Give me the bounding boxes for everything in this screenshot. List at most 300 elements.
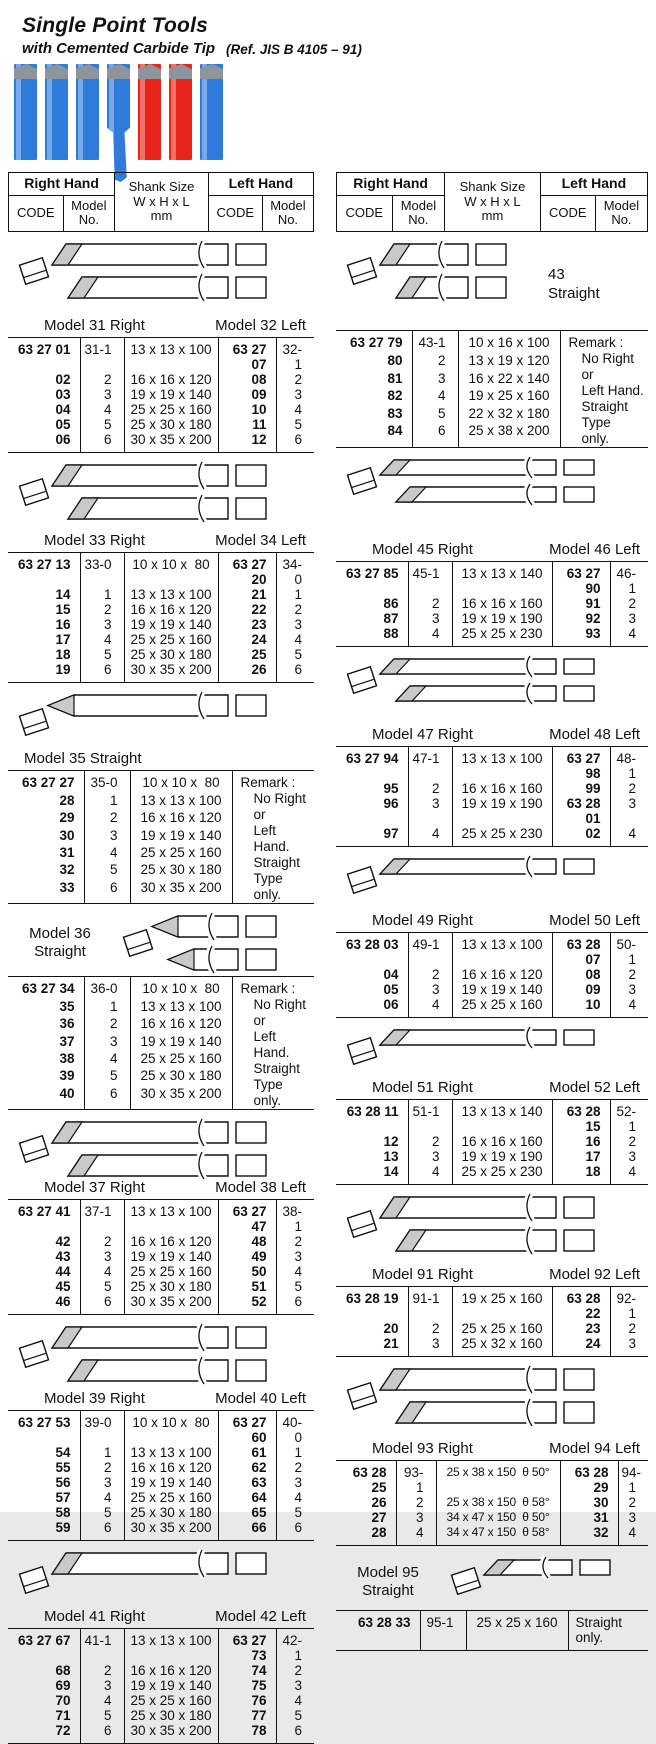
model-no-cell: 3 xyxy=(610,796,648,826)
code-cell: 95 xyxy=(383,780,399,796)
code-cell: 97 xyxy=(383,825,399,841)
page-subtitle: with Cemented Carbide Tip xyxy=(22,40,216,57)
code-cell: 42 xyxy=(55,1233,71,1249)
model-label: Model 45 Right xyxy=(372,540,473,558)
model-no-cell: 4 xyxy=(276,1490,314,1505)
table-row xyxy=(336,611,648,626)
catalog-section xyxy=(336,1554,648,1651)
code-cell: 86 xyxy=(383,595,399,611)
code-cell: 71 xyxy=(55,1707,71,1723)
remark-line: only. xyxy=(253,886,282,902)
code-cell: 40 xyxy=(59,1085,75,1101)
code-cell: 63 27 07 xyxy=(218,337,276,372)
code-cell: 46 xyxy=(55,1293,71,1309)
size-cell: 25 x 30 x 180 xyxy=(124,1279,218,1294)
model-label: Model 38 Left xyxy=(215,1178,306,1196)
size-cell: 25 x 38 x 150 θ 58° xyxy=(436,1495,560,1510)
code-cell: 12 xyxy=(383,1133,399,1149)
catalog-section xyxy=(8,1321,314,1541)
model-label: Model 36 Straight xyxy=(29,924,91,960)
model-no-cell: 4 xyxy=(84,845,130,862)
code-cell: 08 xyxy=(552,967,610,982)
size-cell: 13 x 13 x 100 xyxy=(124,1199,218,1234)
model-label: Model 31 Right xyxy=(44,316,145,334)
model-no-cell: 6 xyxy=(276,1723,314,1744)
size-cell: 13 x 13 x 100 xyxy=(452,932,552,967)
model-no-cell: 33-0 xyxy=(80,552,124,587)
model-label: Model 41 Right xyxy=(44,1607,145,1625)
left-hand-header: Left Hand xyxy=(540,173,647,196)
code-cell: 63 xyxy=(218,1475,276,1490)
remark xyxy=(560,330,648,447)
size-cell: 19 x 19 x 140 xyxy=(130,828,232,845)
table-row xyxy=(8,617,314,632)
code-cell: 10 xyxy=(552,997,610,1018)
code-cell: 18 xyxy=(55,646,71,662)
model-label: Model 46 Left xyxy=(549,540,640,558)
table-row xyxy=(336,1495,648,1510)
model-no-cell: 45-1 xyxy=(408,561,452,596)
code-cell: 03 xyxy=(55,386,71,402)
table-row xyxy=(8,976,314,999)
model-no-cell: 6 xyxy=(80,1723,124,1744)
size-cell: 13 x 13 x 100 xyxy=(124,587,218,602)
model-no-cell: 2 xyxy=(80,602,124,617)
model-no-cell: 2 xyxy=(276,1460,314,1475)
size-cell: 30 x 35 x 200 xyxy=(124,662,218,683)
code-cell: 23 xyxy=(552,1321,610,1336)
size-cell: 16 x 16 x 160 xyxy=(452,1134,552,1149)
code-cell: 17 xyxy=(55,631,71,647)
model-label: Model 52 Left xyxy=(549,1078,640,1096)
catalog-section xyxy=(8,910,314,1110)
catalog-section xyxy=(336,1191,648,1357)
heavy-duty-tool-pair-icon xyxy=(336,1363,648,1439)
code-cell: 82 xyxy=(387,388,403,404)
size-cell: 25 x 30 x 180 xyxy=(124,1708,218,1723)
code-cell: 63 27 34 xyxy=(21,980,75,996)
table-row xyxy=(336,796,648,826)
model-label: Model 51 Right xyxy=(372,1078,473,1096)
code-cell: 76 xyxy=(218,1693,276,1708)
size-cell: 13 x 13 x 100 xyxy=(452,746,552,781)
size-cell: 25 x 25 x 160 xyxy=(452,1321,552,1336)
model-no-cell: 2 xyxy=(408,1321,452,1336)
model-no-cell: 4 xyxy=(396,1525,436,1546)
remark-line: Left Hand. xyxy=(581,382,644,398)
tool-photo xyxy=(200,64,223,160)
model-no-cell: 3 xyxy=(396,1510,436,1525)
code-cell: 78 xyxy=(218,1723,276,1744)
size-cell: 22 x 32 x 180 xyxy=(458,406,560,424)
size-cell: 25 x 25 x 230 xyxy=(452,626,552,647)
size-cell: 34 x 47 x 150 θ 50° xyxy=(436,1510,560,1525)
model-no-cell: 4 xyxy=(84,1051,130,1068)
size-cell: 16 x 16 x 120 xyxy=(124,1460,218,1475)
offset-turning-tool-pair-icon xyxy=(8,238,314,316)
code-cell: 27 xyxy=(371,1509,387,1525)
table-row xyxy=(336,746,648,781)
table-row xyxy=(336,1610,648,1650)
column-header-table xyxy=(8,172,314,232)
code-cell: 26 xyxy=(218,662,276,683)
tool-photo xyxy=(169,64,192,160)
code-cell: 69 xyxy=(55,1677,71,1693)
model-no-cell: 5 xyxy=(276,1279,314,1294)
code-cell: 63 28 07 xyxy=(552,932,610,967)
model-no-cell: 3 xyxy=(276,387,314,402)
size-cell: 13 x 13 x 100 xyxy=(130,999,232,1016)
model-label: Model 32 Left xyxy=(215,316,306,334)
model-label: Model 94 Left xyxy=(549,1439,640,1457)
code-cell: 38 xyxy=(59,1050,75,1066)
code-cell: 63 27 73 xyxy=(218,1628,276,1663)
table-row xyxy=(8,1249,314,1264)
model-no-cell: 49-1 xyxy=(408,932,452,967)
code-cell: 37 xyxy=(59,1033,75,1049)
code-cell: 72 xyxy=(55,1722,71,1738)
model-no-cell: 3 xyxy=(80,387,124,402)
model-no-cell: 3 xyxy=(610,982,648,997)
catalog-section xyxy=(8,459,314,683)
spec-table xyxy=(336,330,648,448)
remark-line: Straight Type xyxy=(253,1060,301,1092)
tool-photo xyxy=(45,64,68,160)
model-label: Model 34 Left xyxy=(215,531,306,549)
size-cell: 10 x 16 x 100 xyxy=(458,330,560,353)
table-row xyxy=(8,1199,314,1234)
size-cell: 25 x 32 x 160 xyxy=(452,1336,552,1357)
model-no-cell: 3 xyxy=(412,371,458,389)
code-cell: 50 xyxy=(218,1264,276,1279)
straight-planer-tool-icon xyxy=(440,1554,642,1610)
size-cell: 30 x 35 x 200 xyxy=(124,432,218,453)
model-no-cell: 2 xyxy=(610,1134,648,1149)
remark xyxy=(232,770,314,903)
code-cell: 63 27 85 xyxy=(345,565,399,581)
wide-nose-turning-tool-pair-icon xyxy=(8,1321,314,1389)
code-cell: 87 xyxy=(383,610,399,626)
size-cell: 25 x 30 x 180 xyxy=(124,417,218,432)
model-no-cell: 31-1 xyxy=(80,337,124,372)
spec-table xyxy=(8,1410,314,1541)
spec-table xyxy=(8,1199,314,1315)
model-no-cell: 2 xyxy=(408,781,452,796)
code-cell: 88 xyxy=(383,625,399,641)
model-no-cell: 93-1 xyxy=(396,1460,436,1495)
code-cell: 56 xyxy=(55,1474,71,1490)
remark-line: Remark : xyxy=(240,774,296,790)
model-no-cell: 5 xyxy=(80,1708,124,1723)
model-no-cell: 3 xyxy=(80,617,124,632)
code-cell: 32 xyxy=(560,1525,618,1546)
model-no-cell: 2 xyxy=(618,1495,648,1510)
code-cell: 63 27 01 xyxy=(17,341,71,357)
table-row xyxy=(8,1234,314,1249)
code-cell: 63 27 90 xyxy=(552,561,610,596)
code-cell: 68 xyxy=(55,1662,71,1678)
model-no-cell: 5 xyxy=(276,647,314,662)
code-cell: 04 xyxy=(383,966,399,982)
size-cell: 25 x 25 x 160 xyxy=(466,1610,568,1650)
table-row xyxy=(336,1286,648,1321)
code-cell: 25 xyxy=(218,647,276,662)
size-cell: 25 x 25 x 230 xyxy=(452,1164,552,1185)
model-no-cell: 32-1 xyxy=(276,337,314,372)
table-row xyxy=(8,432,314,453)
size-cell: 19 x 19 x 140 xyxy=(124,1475,218,1490)
table-row xyxy=(336,596,648,611)
table-row xyxy=(336,932,648,967)
tool-photo xyxy=(14,64,37,160)
model-no-cell: 92-1 xyxy=(610,1286,648,1321)
model-no-cell: 3 xyxy=(84,828,130,845)
code-cell: 63 28 22 xyxy=(552,1286,610,1321)
size-cell: 25 x 25 x 160 xyxy=(452,997,552,1018)
model-no-cell: 6 xyxy=(84,1086,130,1110)
model-no-cell: 6 xyxy=(412,423,458,447)
code-cell: 45 xyxy=(55,1278,71,1294)
table-row xyxy=(336,1510,648,1525)
bent-turning-tool-pair-icon xyxy=(8,1116,314,1178)
table-row xyxy=(8,1445,314,1460)
size-cell: 25 x 25 x 160 xyxy=(124,1264,218,1279)
table-row xyxy=(8,1410,314,1445)
code-cell: 02 xyxy=(55,371,71,387)
table-row xyxy=(8,1279,314,1294)
code-cell: 99 xyxy=(552,781,610,796)
spec-table xyxy=(8,770,314,904)
model-no-cell: 4 xyxy=(610,826,648,847)
model-no-cell: 3 xyxy=(618,1510,648,1525)
table-row xyxy=(8,632,314,647)
model-no-cell: 6 xyxy=(80,432,124,453)
model-no-cell: 5 xyxy=(276,417,314,432)
model-no-cell: 2 xyxy=(276,372,314,387)
model-no-cell: 5 xyxy=(276,1505,314,1520)
code-cell: 43 xyxy=(55,1248,71,1264)
code-cell: 09 xyxy=(552,982,610,997)
model-label: Model 47 Right xyxy=(372,725,473,743)
model-no-cell: 2 xyxy=(276,1663,314,1678)
model-no-cell: 3 xyxy=(276,617,314,632)
remark-line: Left Hand. xyxy=(253,822,290,854)
code-cell: 63 27 47 xyxy=(218,1199,276,1234)
code-cell: 55 xyxy=(55,1459,71,1475)
size-cell: 13 x 13 x 100 xyxy=(124,1445,218,1460)
code-cell: 77 xyxy=(218,1708,276,1723)
model-no-cell: 3 xyxy=(276,1678,314,1693)
code-cell: 57 xyxy=(55,1489,71,1505)
code-cell: 63 28 19 xyxy=(345,1290,399,1306)
note-cell: Straight only. xyxy=(568,1610,648,1650)
remark-line: only. xyxy=(253,1092,282,1108)
table-row xyxy=(8,1490,314,1505)
model-no-header: Model No. xyxy=(392,195,445,231)
code-cell: 63 27 20 xyxy=(218,552,276,587)
model-no-cell: 41-1 xyxy=(80,1628,124,1663)
code-cell: 63 27 13 xyxy=(17,556,71,572)
model-no-cell: 3 xyxy=(408,982,452,997)
size-cell: 16 x 16 x 160 xyxy=(452,596,552,611)
model-no-cell: 3 xyxy=(80,1678,124,1693)
model-no-cell: 38-1 xyxy=(276,1199,314,1234)
size-cell: 13 x 13 x 100 xyxy=(124,1628,218,1663)
size-cell: 25 x 30 x 180 xyxy=(124,647,218,662)
remark-line: No Right or xyxy=(253,790,307,822)
size-cell: 19 x 19 x 190 xyxy=(452,796,552,826)
model-label: Model 42 Left xyxy=(215,1607,306,1625)
code-cell: 96 xyxy=(383,795,399,811)
model-no-cell: 37-1 xyxy=(80,1199,124,1234)
size-cell: 19 x 19 x 190 xyxy=(452,1149,552,1164)
code-header: CODE xyxy=(337,195,393,231)
spec-table xyxy=(8,976,314,1110)
size-cell: 13 x 13 x 140 xyxy=(452,561,552,596)
model-no-cell: 4 xyxy=(80,1490,124,1505)
remark-line: Straight Type xyxy=(581,398,629,430)
table-row xyxy=(8,587,314,602)
code-cell: 15 xyxy=(55,601,71,617)
code-cell: 18 xyxy=(552,1164,610,1185)
model-no-cell: 4 xyxy=(408,1164,452,1185)
model-no-cell: 1 xyxy=(80,587,124,602)
table-row xyxy=(8,1723,314,1744)
size-cell: 16 x 16 x 120 xyxy=(130,810,232,827)
model-no-cell: 3 xyxy=(610,611,648,626)
model-label: Model 40 Left xyxy=(215,1389,306,1407)
size-cell: 13 x 13 x 140 xyxy=(452,1099,552,1134)
shank-size-header: Shank Size W x H x L mm xyxy=(445,173,541,232)
table-row xyxy=(336,967,648,982)
code-cell: 70 xyxy=(55,1692,71,1708)
size-cell: 25 x 30 x 180 xyxy=(130,862,232,879)
table-row xyxy=(336,1336,648,1357)
model-no-cell: 3 xyxy=(408,1149,452,1164)
code-cell: 13 xyxy=(383,1148,399,1164)
model-label: Model 95 Straight xyxy=(357,1563,419,1599)
spec-table xyxy=(336,1286,648,1357)
left-hand-header: Left Hand xyxy=(208,173,313,196)
catalog-section xyxy=(8,1547,314,1744)
code-cell: 35 xyxy=(59,998,75,1014)
catalog-section xyxy=(8,689,314,904)
model-no-header: Model No. xyxy=(262,195,313,231)
size-cell: 25 x 25 x 160 xyxy=(130,1051,232,1068)
catalog-section xyxy=(336,853,648,1018)
model-no-cell: 4 xyxy=(80,632,124,647)
code-cell: 39 xyxy=(59,1068,75,1084)
table-row xyxy=(8,387,314,402)
code-cell: 22 xyxy=(218,602,276,617)
model-label: Model 50 Left xyxy=(549,911,640,929)
code-cell: 26 xyxy=(371,1494,387,1510)
code-cell: 29 xyxy=(59,810,75,826)
table-row xyxy=(8,372,314,387)
table-row xyxy=(8,1264,314,1279)
model-no-cell: 46-1 xyxy=(610,561,648,596)
code-cell: 65 xyxy=(218,1505,276,1520)
code-cell: 61 xyxy=(218,1445,276,1460)
code-cell: 63 28 11 xyxy=(346,1103,399,1119)
model-no-cell: 35-0 xyxy=(84,770,130,793)
code-header: CODE xyxy=(208,195,262,231)
tool-photo xyxy=(107,64,130,182)
model-no-cell: 2 xyxy=(276,1234,314,1249)
code-cell: 63 28 29 xyxy=(560,1460,618,1495)
model-no-cell: 5 xyxy=(412,406,458,424)
catalog-section xyxy=(336,238,648,448)
spec-table xyxy=(336,932,648,1018)
model-no-cell: 4 xyxy=(80,402,124,417)
spec-table xyxy=(336,561,648,647)
model-no-cell: 3 xyxy=(408,796,452,826)
code-cell: 48 xyxy=(218,1234,276,1249)
code-cell: 10 xyxy=(218,402,276,417)
code-cell: 31 xyxy=(59,844,75,860)
table-row xyxy=(8,1663,314,1678)
remark-line: Left Hand. xyxy=(253,1028,290,1060)
model-no-cell: 1 xyxy=(276,587,314,602)
cut-off-tool-icon xyxy=(336,238,538,330)
size-cell: 19 x 19 x 140 xyxy=(452,982,552,997)
spec-table xyxy=(336,1610,648,1651)
table-row xyxy=(336,1164,648,1185)
code-cell: 63 27 94 xyxy=(345,750,399,766)
size-cell: 19 x 19 x 140 xyxy=(124,1249,218,1264)
size-cell: 30 x 35 x 200 xyxy=(130,880,232,904)
code-cell: 54 xyxy=(55,1444,71,1460)
table-row xyxy=(8,402,314,417)
model-label: Model 37 Right xyxy=(44,1178,145,1196)
code-cell: 11 xyxy=(218,417,276,432)
catalog-section xyxy=(336,454,648,647)
model-no-cell: 2 xyxy=(408,596,452,611)
code-cell: 63 27 41 xyxy=(17,1203,71,1219)
code-cell: 36 xyxy=(59,1016,75,1032)
code-cell: 63 27 60 xyxy=(218,1410,276,1445)
code-header: CODE xyxy=(9,195,64,231)
table-row xyxy=(336,1134,648,1149)
size-cell: 16 x 16 x 120 xyxy=(124,1663,218,1678)
size-cell: 25 x 25 x 160 xyxy=(124,632,218,647)
model-no-cell: 4 xyxy=(80,1693,124,1708)
code-header: CODE xyxy=(540,195,595,231)
model-no-cell: 36-0 xyxy=(84,976,130,999)
table-row xyxy=(8,1294,314,1315)
model-no-cell: 2 xyxy=(610,596,648,611)
shank-size-header: Shank Size W x H x L mm xyxy=(115,173,209,232)
code-cell: 74 xyxy=(218,1663,276,1678)
model-no-cell: 2 xyxy=(610,781,648,796)
code-cell: 52 xyxy=(218,1294,276,1315)
model-no-cell: 91-1 xyxy=(408,1286,452,1321)
size-cell: 19 x 19 x 140 xyxy=(130,1034,232,1051)
size-cell: 34 x 47 x 150 θ 58° xyxy=(436,1525,560,1546)
model-no-cell: 39-0 xyxy=(80,1410,124,1445)
code-cell: 51 xyxy=(218,1279,276,1294)
model-no-cell: 5 xyxy=(84,1068,130,1085)
table-row xyxy=(8,1693,314,1708)
model-no-header: Model No. xyxy=(63,195,115,231)
side-turning-tool-pair-icon xyxy=(8,459,314,531)
table-row xyxy=(8,602,314,617)
code-cell: 63 27 27 xyxy=(21,774,75,790)
code-cell: 32 xyxy=(59,862,75,878)
remark-line: Remark : xyxy=(568,334,624,350)
model-no-cell: 5 xyxy=(80,1279,124,1294)
model-no-cell: 4 xyxy=(276,402,314,417)
